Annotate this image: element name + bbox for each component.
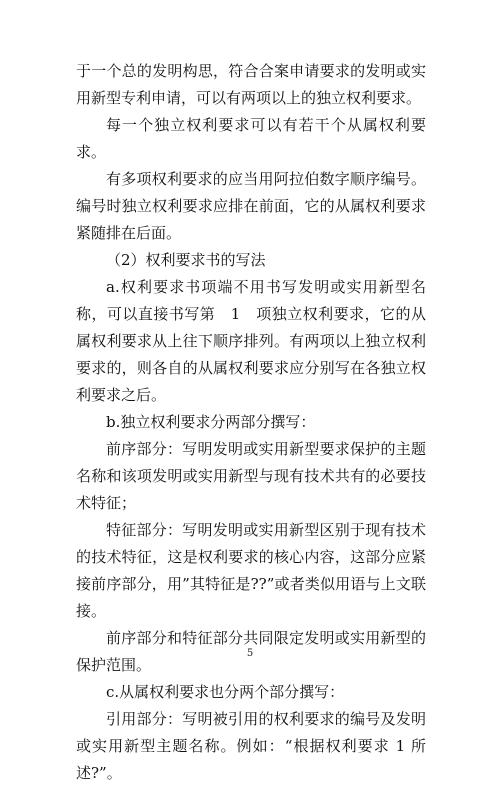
section-heading: （2）权利要求书的写法 xyxy=(106,251,266,269)
paragraph-numbering: 有多项权利要求的应当用阿拉伯数字顺序编号。编号时独立权利要求应排在前面，它的从属权利要求紧随排在后面。 xyxy=(76,170,426,242)
paragraph-item-b: b.独立权利要求分两部分撰写： xyxy=(106,413,316,431)
document-body xyxy=(76,58,426,787)
paragraph-scope: 前序部分和特征部分共同限定发明或实用新型的保护范围。 xyxy=(76,629,426,674)
paragraph-preamble: 前序部分：写明发明或实用新型要求保护的主题名称和该项发明或实用新型与现有技术共有的必要技术特征； xyxy=(76,440,426,512)
paragraph-item-c: c.从属权利要求也分两个部分撰写： xyxy=(106,683,345,701)
paragraph-dependent-claims: 每一个独立权利要求可以有若干个从属权利要求。 xyxy=(76,116,426,161)
paragraph-continuation: 于一个总的发明构思，符合合案申请要求的发明或实用新型专利申请，可以有两项以上的独立权利要求。 xyxy=(76,62,426,107)
paragraph-reference: 引用部分：写明被引用的权利要求的编号及发明或实用新型主题名称。例如：“根据权利要求 1 所述?”。 xyxy=(76,710,426,782)
page-number: 5 xyxy=(246,648,254,659)
paragraph-characterizing: 特征部分：写明发明或实用新型区别于现有技术的技术特征，这是权利要求的核心内容，这部分应紧接前序部分，用”其特征是??”或者类似用语与上文联接。 xyxy=(76,521,426,620)
paragraph-item-a: a.权利要求书项端不用书写发明或实用新型名称，可以直接书写第 1 项独立权利要求，它的从属权利要求从上往下顺序排列。有两项以上独立权利要求的，则各自的从属权利要求应分别写在各独立权利要求之后。 xyxy=(76,278,426,404)
